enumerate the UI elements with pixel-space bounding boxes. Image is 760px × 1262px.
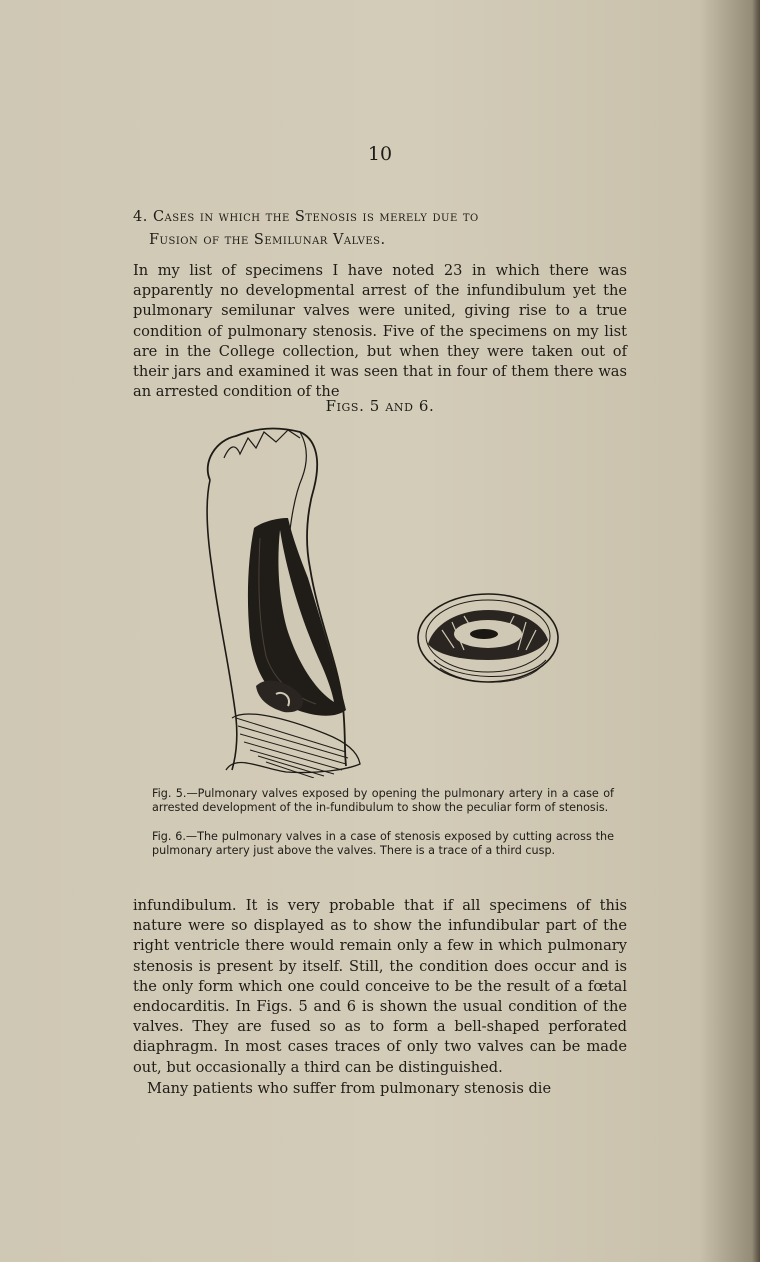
fig5-illustration — [196, 418, 396, 778]
figures-title: Figs. 5 and 6. — [325, 397, 435, 415]
paragraph-3: Many patients who suffer from pulmonary stenosis die — [147, 1080, 552, 1097]
page-edge-shadow — [752, 0, 760, 1262]
fig5-caption: Fig. 5.—Pulmonary valves exposed by opening the pulmonary artery in a case of arrested development of the in-fundibulum to show the peculiar form of stenosis. — [152, 787, 614, 814]
page-number: 10 — [367, 143, 393, 165]
section-heading — [133, 206, 633, 252]
section-heading-line-1: 4. Cases in which the Stenosis is merely due to — [133, 209, 479, 225]
fig6-caption: Fig. 6.—The pulmonary valves in a case of stenosis exposed by cutting across the pulmonary artery just above the valves. There is a trace of a third cusp. — [152, 830, 614, 857]
paragraph-2: infundibulum. It is very probable that if all specimens of this nature were so displayed as to show the infundibular part of the right ventricle there would remain only a few in which pulmonary stenosis is present by itself. Still, the condition does occur and is the only form which one could conceive to be the result of a fœtal endocarditis. In Figs. 5 and 6 is shown the usual condition of the valves. They are fused so as to form a bell-shaped perforated diaphragm. In most cases traces of only two valves can be made out, but occasionally a third can be distinguished. — [133, 897, 627, 1076]
fig6-illustration — [414, 588, 564, 698]
paragraph-1: In my list of specimens I have noted 23 in which there was apparently no developmental arrest of the infundibulum yet the pulmonary semilunar valves were united, giving rise to a true condition of pulmonary stenosis. Five of the specimens on my list are in the College collection, but when they were taken out of their jars and examined it was seen that in four of them there was an arrested condition of the — [133, 262, 627, 401]
section-heading-line-2: Fusion of the Semilunar Valves. — [149, 232, 386, 248]
